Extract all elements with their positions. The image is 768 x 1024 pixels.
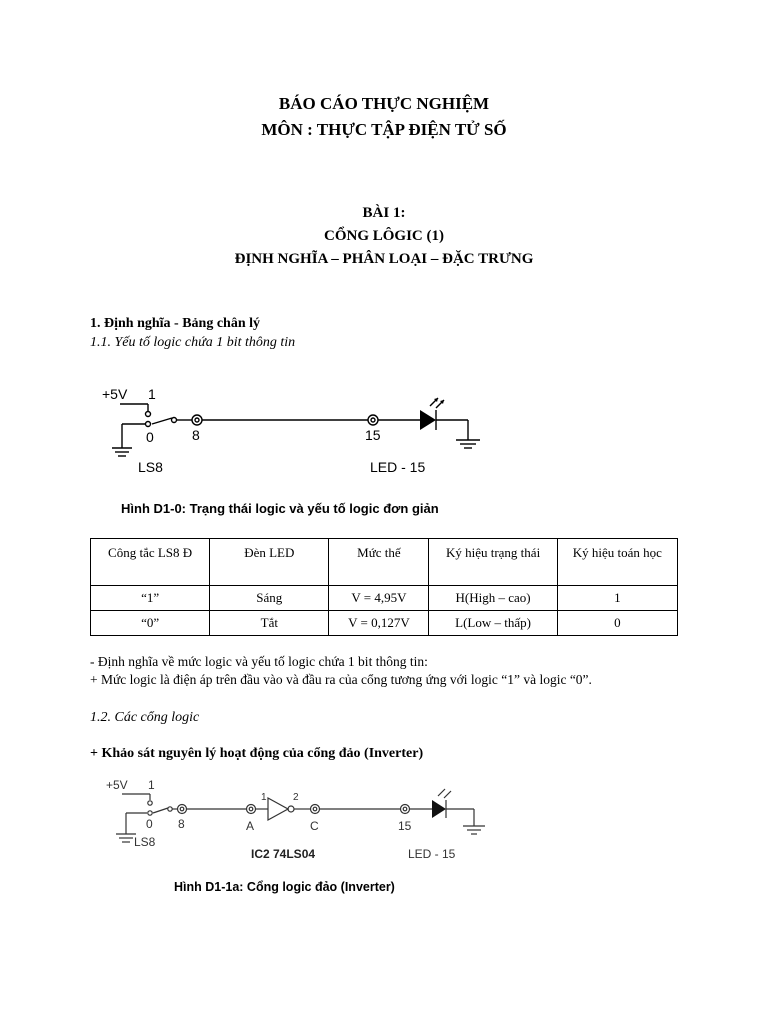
report-title: BÁO CÁO THỰC NGHIỆM	[278, 94, 490, 113]
voltage-label: +5V	[102, 386, 128, 402]
switch-pos0-label: 0	[146, 817, 153, 831]
table-cell: Sáng	[210, 586, 329, 611]
gate-pin1-label: 1	[261, 792, 267, 803]
table-header-cell: Đèn LED	[210, 539, 329, 586]
led-label: LED - 15	[370, 459, 426, 475]
led-label: LED - 15	[408, 847, 456, 861]
paragraph: - Định nghĩa về mức logic và yếu tố logic chứa 1 bit thông tin:	[90, 654, 428, 669]
table-cell: “1”	[91, 586, 210, 611]
table-header-cell: Mức thế	[329, 539, 429, 586]
section-heading: 1. Định nghĩa - Bảng chân lý	[90, 316, 260, 331]
subsection-heading: 1.2. Các cổng logic	[90, 710, 200, 725]
lesson-subtitle: ĐỊNH NGHĨA – PHÂN LOẠI – ĐẶC TRƯNG	[234, 251, 534, 267]
table-header-cell: Ký hiệu toán học	[557, 539, 677, 586]
figure-caption: Hình D1-0: Trạng thái logic và yếu tố logic đơn giản	[121, 501, 439, 516]
pin8-label: 8	[192, 427, 200, 443]
table-cell: 0	[557, 611, 677, 636]
table-cell: V = 4,95V	[329, 586, 429, 611]
lesson-number: BÀI 1:	[362, 205, 406, 221]
table-cell: 1	[557, 586, 677, 611]
switch-pos1-label: 1	[148, 386, 156, 402]
switch-pos1-label: 1	[148, 778, 155, 792]
paragraph: + Mức logic là điện áp trên đầu vào và đầu ra của cổng tương ứng với logic “1” và logic “0”.	[90, 672, 592, 687]
inverter-heading: + Khảo sát nguyên lý hoạt động của cổng đảo (Inverter)	[90, 746, 424, 761]
ic-label: IC2 74LS04	[251, 847, 316, 861]
gate-pin2-label: 2	[293, 792, 299, 803]
table-row	[91, 611, 678, 636]
led-icon	[432, 800, 446, 818]
pin-c-label: C	[310, 819, 319, 833]
table-cell: “0”	[91, 611, 210, 636]
circuit-diagram-led	[90, 378, 510, 478]
pin15-label: 15	[365, 427, 381, 443]
lesson-title: CỔNG LÔGIC (1)	[324, 228, 444, 244]
subsection-heading: 1.1. Yếu tố logic chứa 1 bit thông tin	[90, 335, 296, 350]
circuit-diagram-inverter	[96, 772, 496, 864]
figure-caption: Hình D1-1a: Cổng logic đảo (Inverter)	[174, 880, 395, 894]
table-header-cell: Công tắc LS8 Đ	[91, 539, 210, 586]
table-cell: Tắt	[210, 611, 329, 636]
table-cell: V = 0,127V	[329, 611, 429, 636]
ls8-label: LS8	[134, 835, 156, 849]
ls8-label: LS8	[138, 459, 163, 475]
pin-a-label: A	[246, 819, 255, 833]
table-header-cell: Ký hiệu trạng thái	[429, 539, 557, 586]
led-icon	[420, 410, 436, 430]
voltage-label: +5V	[106, 778, 128, 792]
table-cell: L(Low – thấp)	[429, 611, 557, 636]
pin15-label: 15	[398, 819, 412, 833]
switch-pos0-label: 0	[146, 429, 154, 445]
table-cell: H(High – cao)	[429, 586, 557, 611]
table-header-row	[91, 539, 678, 586]
table-row	[91, 586, 678, 611]
pin8-label: 8	[178, 817, 185, 831]
truth-table	[90, 538, 678, 636]
course-title: MÔN : THỰC TẬP ĐIỆN TỬ SỐ	[261, 120, 507, 139]
